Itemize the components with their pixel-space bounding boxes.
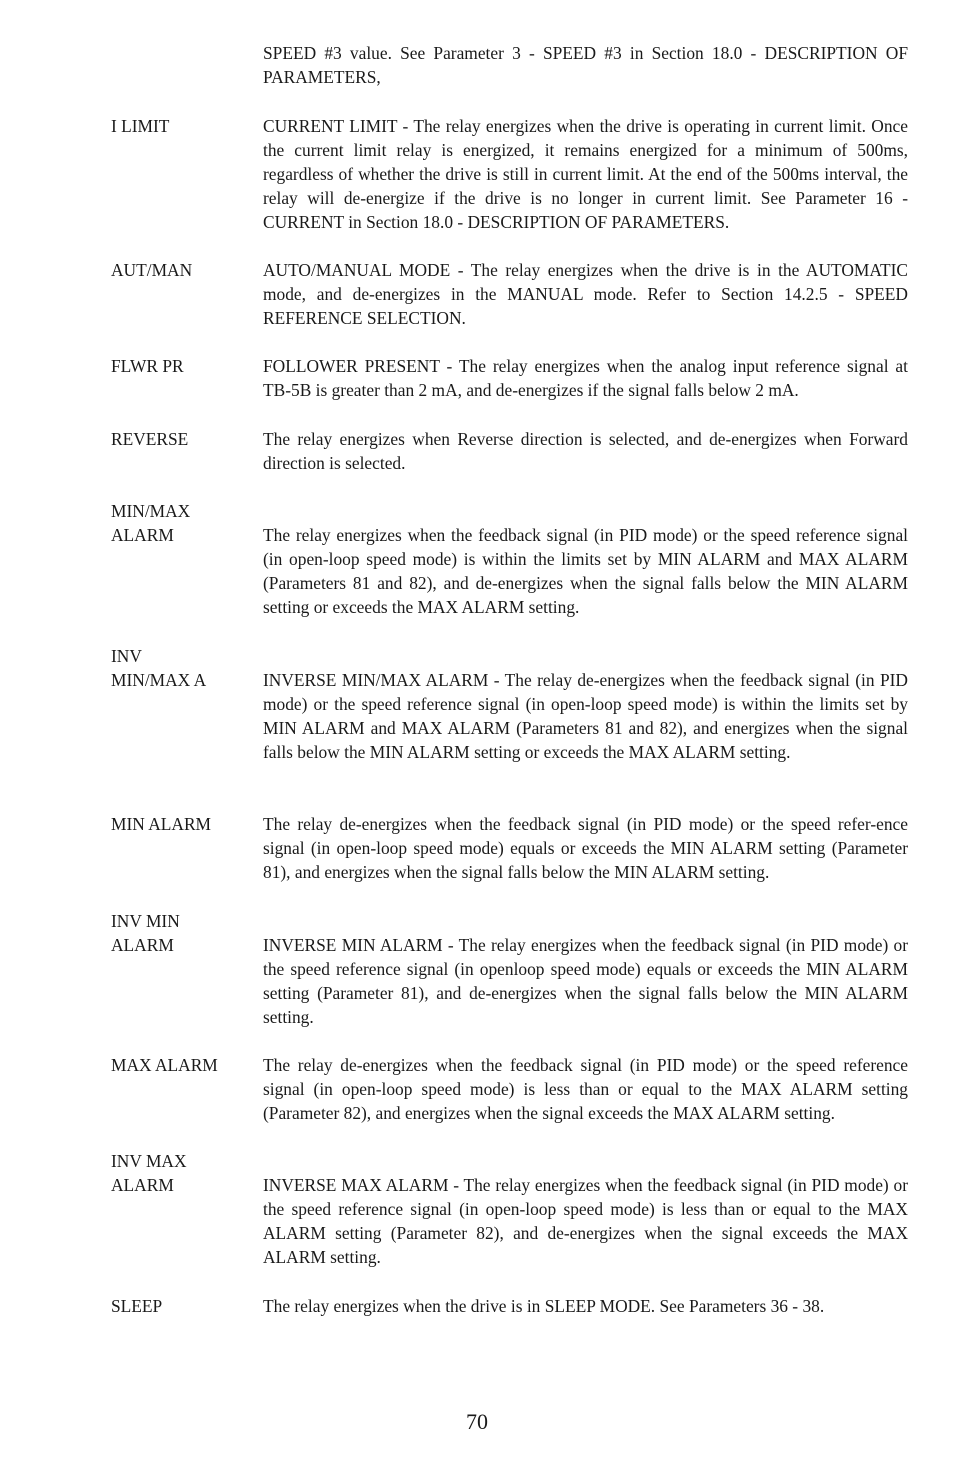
definition-term: MIN/MAX ALARM bbox=[111, 501, 191, 546]
definition-description: The relay de-energizes when the feedback signal (in PID mode) or the speed reference signal (in open-loop speed mode) is less than or equal to the MAX ALARM setting (Parameter 82), and energizes when the signal exceeds the MAX ALARM setting. bbox=[263, 1055, 908, 1124]
definition-description: INVERSE MAX ALARM - The relay energizes when the feedback signal (in PID mode) or the speed reference signal (in open-loop speed mode) is less than or equal to the MAX ALARM setting (Parameter 82), and de-energizes when the signal exceeds the MAX ALARM setting. bbox=[263, 1175, 908, 1268]
definition-term: INV MIN/MAX A bbox=[111, 646, 207, 691]
definition-description: FOLLOWER PRESENT - The relay energizes when the analog input reference signal at TB-5B is greater than 2 mA, and de-energizes if the signal falls below 2 mA. bbox=[263, 356, 908, 401]
definition-description: CURRENT LIMIT - The relay energizes when the drive is operating in current limit. Once the current limit relay is energized, it remains energized for a minimum of 500ms, regardless of whether the drive is still in current limit. At the end of the 500ms interval, the relay will de-energize if the drive is no longer in current limit. See Parameter 16 - CURRENT in Section 18.0 - DESCRIPTION OF PARAMETERS. bbox=[263, 116, 908, 233]
page-number: 70 bbox=[466, 1409, 488, 1434]
definition-description: The relay de-energizes when the feedback signal (in PID mode) or the speed refer-ence signal (in open-loop speed mode) equals or exceeds the MIN ALARM setting (Parameter 81), and energizes when the signal falls below the MIN ALARM setting. bbox=[263, 814, 908, 883]
definition-term: I LIMIT bbox=[111, 116, 170, 136]
definition-term: REVERSE bbox=[111, 429, 189, 449]
continuation-text: SPEED #3 value. See Parameter 3 - SPEED #3 in Section 18.0 - DESCRIPTION OF PARAMETERS, bbox=[263, 43, 908, 88]
definition-term: MIN ALARM bbox=[111, 814, 212, 834]
definition-description: INVERSE MIN ALARM - The relay energizes when the feedback signal (in PID mode) or the speed reference signal (in openloop speed mode) equals or exceeds the MIN ALARM setting (Parameter 81), and de-energizes when the signal falls below the MIN ALARM setting. bbox=[263, 935, 908, 1028]
definition-term: AUT/MAN bbox=[111, 260, 193, 280]
definition-description: AUTO/MANUAL MODE - The relay energizes when the drive is in the AUTOMATIC mode, and de-energizes in the MANUAL mode. Refer to Section 14.2.5 - SPEED REFERENCE SELECTION. bbox=[263, 260, 908, 329]
definition-term: FLWR PR bbox=[111, 356, 184, 376]
definition-description: The relay energizes when the drive is in SLEEP MODE. See Parameters 36 - 38. bbox=[263, 1296, 825, 1316]
definition-term: INV MIN ALARM bbox=[111, 911, 180, 956]
definition-description: INVERSE MIN/MAX ALARM - The relay de-energizes when the feedback signal (in PID mode) or the speed reference signal (in open-loop speed mode) is within the limits set by MIN ALARM and MAX ALARM (Parameters 81 and 82), and energizes when the signal falls below the MIN ALARM setting or exceeds the MAX ALARM setting. bbox=[263, 670, 908, 763]
definition-term: INV MAX ALARM bbox=[111, 1151, 187, 1196]
definition-term: SLEEP bbox=[111, 1296, 163, 1316]
definition-description: The relay energizes when the feedback signal (in PID mode) or the speed reference signal (in open-loop speed mode) is within the limits set by MIN ALARM and MAX ALARM (Parameters 81 and 82), and de-energizes when the signal falls below the MIN ALARM setting or exceeds the MAX ALARM setting. bbox=[263, 525, 908, 618]
definition-term: MAX ALARM bbox=[111, 1055, 218, 1075]
definition-description: The relay energizes when Reverse direction is selected, and de-energizes when Forward direction is selected. bbox=[263, 429, 908, 474]
